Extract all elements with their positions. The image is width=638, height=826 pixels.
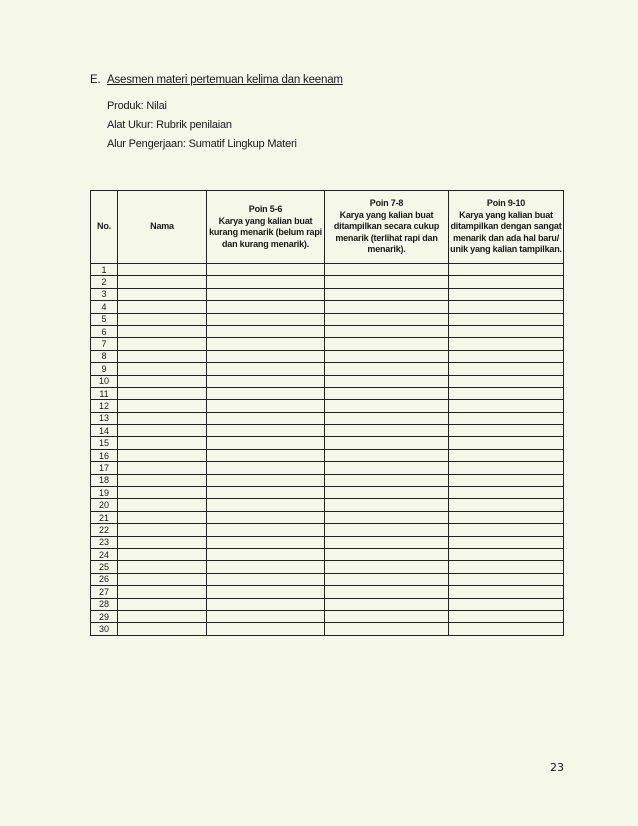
poin-7-8-cell[interactable] — [325, 623, 449, 635]
nama-cell[interactable] — [118, 548, 207, 560]
row-number: 2 — [91, 276, 118, 288]
nama-cell[interactable] — [118, 511, 207, 523]
nama-cell[interactable] — [118, 412, 207, 424]
poin-7-8-desc: Karya yang kalian buat ditampilkan secara cukup menarik (terlihat rapi dan menarik). — [333, 209, 440, 255]
poin-9-10-cell[interactable] — [449, 487, 564, 499]
poin-7-8-cell[interactable] — [325, 561, 449, 573]
table-row — [91, 400, 564, 412]
poin-5-6-cell[interactable] — [207, 264, 325, 276]
nama-cell[interactable] — [118, 363, 207, 375]
poin-7-8-cell[interactable] — [325, 338, 449, 350]
nama-cell[interactable] — [118, 561, 207, 573]
poin-5-6-cell[interactable] — [207, 623, 325, 635]
poin-5-6-cell[interactable] — [207, 487, 325, 499]
poin-7-8-cell[interactable] — [325, 598, 449, 610]
table-row — [91, 548, 564, 560]
row-number: 14 — [91, 425, 118, 437]
nama-cell[interactable] — [118, 338, 207, 350]
poin-9-10-cell[interactable] — [449, 511, 564, 523]
poin-9-10-cell[interactable] — [449, 474, 564, 486]
poin-7-8-cell[interactable] — [325, 425, 449, 437]
poin-7-8-cell[interactable] — [325, 511, 449, 523]
poin-5-6-cell[interactable] — [207, 301, 325, 313]
poin-7-8-cell[interactable] — [325, 387, 449, 399]
row-number: 9 — [91, 363, 118, 375]
row-number: 21 — [91, 511, 118, 523]
row-number: 1 — [91, 264, 118, 276]
section-heading — [90, 74, 343, 86]
poin-7-8-cell[interactable] — [325, 536, 449, 548]
poin-7-8-cell[interactable] — [325, 350, 449, 362]
poin-5-6-cell[interactable] — [207, 412, 325, 424]
poin-7-8-cell[interactable] — [325, 313, 449, 325]
poin-7-8-cell[interactable] — [325, 301, 449, 313]
poin-5-6-cell[interactable] — [207, 288, 325, 300]
row-number: 18 — [91, 474, 118, 486]
alur-line: Alur Pengerjaan: Sumatif Lingkup Materi — [107, 138, 297, 150]
poin-5-6-cell[interactable] — [207, 425, 325, 437]
row-number: 16 — [91, 449, 118, 461]
poin-7-8-cell[interactable] — [325, 375, 449, 387]
poin-5-6-cell[interactable] — [207, 586, 325, 598]
nama-cell[interactable] — [118, 586, 207, 598]
poin-5-6-cell[interactable] — [207, 313, 325, 325]
nama-cell[interactable] — [118, 350, 207, 362]
header-nama: Nama — [118, 191, 207, 264]
row-number: 10 — [91, 375, 118, 387]
rubric-table — [90, 190, 564, 636]
poin-7-8-cell[interactable] — [325, 412, 449, 424]
table-row — [91, 561, 564, 573]
nama-cell[interactable] — [118, 573, 207, 585]
poin-5-6-title: Poin 5-6 — [248, 204, 283, 214]
poin-9-10-cell[interactable] — [449, 610, 564, 622]
poin-9-10-cell[interactable] — [449, 288, 564, 300]
poin-5-6-cell[interactable] — [207, 375, 325, 387]
poin-5-6-cell[interactable] — [207, 524, 325, 536]
poin-9-10-cell[interactable] — [449, 425, 564, 437]
poin-9-10-cell[interactable] — [449, 586, 564, 598]
poin-7-8-cell[interactable] — [325, 462, 449, 474]
poin-5-6-cell[interactable] — [207, 561, 325, 573]
table-row — [91, 511, 564, 523]
nama-cell[interactable] — [118, 264, 207, 276]
poin-9-10-cell[interactable] — [449, 264, 564, 276]
nama-cell[interactable] — [118, 623, 207, 635]
table-row — [91, 425, 564, 437]
row-number: 7 — [91, 338, 118, 350]
poin-5-6-cell[interactable] — [207, 387, 325, 399]
table-row — [91, 288, 564, 300]
section-title: Asesmen materi pertemuan kelima dan keenam — [107, 74, 343, 86]
poin-7-8-cell[interactable] — [325, 449, 449, 461]
row-number: 24 — [91, 548, 118, 560]
section-letter: E. — [90, 74, 101, 86]
row-number: 25 — [91, 561, 118, 573]
header-poin-5-6 — [207, 191, 325, 264]
nama-cell[interactable] — [118, 313, 207, 325]
poin-5-6-cell[interactable] — [207, 325, 325, 337]
nama-cell[interactable] — [118, 325, 207, 337]
poin-9-10-title: Poin 9-10 — [486, 198, 526, 209]
row-number: 4 — [91, 301, 118, 313]
poin-5-6-desc: Karya yang kalian buat kurang menarik (belum rapi dan kurang menarik). — [209, 215, 322, 249]
row-number: 15 — [91, 437, 118, 449]
table-row — [91, 474, 564, 486]
row-number: 20 — [91, 499, 118, 511]
poin-7-8-cell[interactable] — [325, 325, 449, 337]
table-row — [91, 338, 564, 350]
assessment-meta — [107, 99, 297, 156]
poin-5-6-cell[interactable] — [207, 437, 325, 449]
poin-9-10-cell[interactable] — [449, 462, 564, 474]
nama-cell[interactable] — [118, 598, 207, 610]
poin-7-8-cell[interactable] — [325, 288, 449, 300]
alat-ukur-line: Alat Ukur: Rubrik penilaian — [107, 119, 232, 131]
table-row — [91, 598, 564, 610]
nama-cell[interactable] — [118, 276, 207, 288]
row-number: 27 — [91, 586, 118, 598]
header-no: No. — [91, 191, 118, 264]
poin-9-10-cell[interactable] — [449, 400, 564, 412]
row-number: 28 — [91, 598, 118, 610]
table-row — [91, 313, 564, 325]
poin-9-10-cell[interactable] — [449, 412, 564, 424]
nama-cell[interactable] — [118, 462, 207, 474]
row-number: 22 — [91, 524, 118, 536]
poin-7-8-cell[interactable] — [325, 264, 449, 276]
poin-9-10-cell[interactable] — [449, 449, 564, 461]
poin-5-6-cell[interactable] — [207, 462, 325, 474]
poin-5-6-cell[interactable] — [207, 474, 325, 486]
row-number: 3 — [91, 288, 118, 300]
poin-5-6-cell[interactable] — [207, 573, 325, 585]
nama-cell[interactable] — [118, 499, 207, 511]
poin-7-8-cell[interactable] — [325, 363, 449, 375]
row-number: 8 — [91, 350, 118, 362]
poin-5-6-cell[interactable] — [207, 400, 325, 412]
poin-7-8-cell[interactable] — [325, 573, 449, 585]
row-number: 23 — [91, 536, 118, 548]
poin-9-10-cell[interactable] — [449, 301, 564, 313]
poin-9-10-cell[interactable] — [449, 437, 564, 449]
poin-9-10-cell[interactable] — [449, 524, 564, 536]
produk-line: Produk: Nilai — [107, 100, 167, 112]
poin-7-8-cell[interactable] — [325, 548, 449, 560]
nama-cell[interactable] — [118, 524, 207, 536]
poin-7-8-cell[interactable] — [325, 586, 449, 598]
poin-7-8-title: Poin 7-8 — [369, 198, 404, 209]
poin-9-10-cell[interactable] — [449, 561, 564, 573]
row-number: 5 — [91, 313, 118, 325]
nama-cell[interactable] — [118, 536, 207, 548]
nama-cell[interactable] — [118, 449, 207, 461]
poin-9-10-cell[interactable] — [449, 536, 564, 548]
table-row — [91, 573, 564, 585]
poin-7-8-cell[interactable] — [325, 400, 449, 412]
table-row — [91, 623, 564, 635]
table-row — [91, 264, 564, 276]
poin-9-10-cell[interactable] — [449, 499, 564, 511]
row-number: 6 — [91, 325, 118, 337]
table-row — [91, 487, 564, 499]
row-number: 29 — [91, 610, 118, 622]
poin-5-6-cell[interactable] — [207, 511, 325, 523]
poin-5-6-cell[interactable] — [207, 598, 325, 610]
poin-9-10-cell[interactable] — [449, 325, 564, 337]
row-number: 11 — [91, 387, 118, 399]
poin-5-6-cell[interactable] — [207, 499, 325, 511]
table-row — [91, 449, 564, 461]
table-row — [91, 412, 564, 424]
table-header-row — [91, 191, 564, 264]
row-number: 17 — [91, 462, 118, 474]
poin-9-10-cell[interactable] — [449, 598, 564, 610]
nama-cell[interactable] — [118, 610, 207, 622]
table-row — [91, 375, 564, 387]
header-poin-7-8 — [325, 191, 449, 264]
poin-5-6-cell[interactable] — [207, 350, 325, 362]
row-number: 13 — [91, 412, 118, 424]
poin-5-6-cell[interactable] — [207, 548, 325, 560]
poin-9-10-cell[interactable] — [449, 363, 564, 375]
poin-9-10-desc: Karya yang kalian buat ditampilkan dengan sangat menarik dan ada hal baru/ unik yang kalian tampilkan. — [450, 209, 562, 255]
table-row — [91, 276, 564, 288]
nama-cell[interactable] — [118, 487, 207, 499]
poin-7-8-cell[interactable] — [325, 487, 449, 499]
poin-7-8-cell[interactable] — [325, 610, 449, 622]
poin-7-8-cell[interactable] — [325, 276, 449, 288]
poin-7-8-cell[interactable] — [325, 524, 449, 536]
poin-5-6-cell[interactable] — [207, 276, 325, 288]
table-row — [91, 437, 564, 449]
poin-9-10-cell[interactable] — [449, 548, 564, 560]
poin-5-6-cell[interactable] — [207, 449, 325, 461]
poin-7-8-cell[interactable] — [325, 474, 449, 486]
poin-9-10-cell[interactable] — [449, 338, 564, 350]
table-row — [91, 586, 564, 598]
table-row — [91, 387, 564, 399]
poin-5-6-cell[interactable] — [207, 338, 325, 350]
nama-cell[interactable] — [118, 301, 207, 313]
poin-7-8-cell[interactable] — [325, 437, 449, 449]
table-row — [91, 536, 564, 548]
poin-9-10-cell[interactable] — [449, 623, 564, 635]
poin-9-10-cell[interactable] — [449, 313, 564, 325]
poin-9-10-cell[interactable] — [449, 350, 564, 362]
table-row — [91, 325, 564, 337]
poin-9-10-cell[interactable] — [449, 573, 564, 585]
page-number: 23 — [550, 761, 564, 774]
header-poin-9-10 — [449, 191, 564, 264]
nama-cell[interactable] — [118, 400, 207, 412]
poin-9-10-cell[interactable] — [449, 375, 564, 387]
table-row — [91, 301, 564, 313]
poin-9-10-cell[interactable] — [449, 387, 564, 399]
row-number: 19 — [91, 487, 118, 499]
poin-7-8-cell[interactable] — [325, 499, 449, 511]
table-body — [91, 264, 564, 636]
table-row — [91, 610, 564, 622]
poin-5-6-cell[interactable] — [207, 536, 325, 548]
poin-9-10-cell[interactable] — [449, 276, 564, 288]
row-number: 12 — [91, 400, 118, 412]
nama-cell[interactable] — [118, 387, 207, 399]
table-row — [91, 363, 564, 375]
row-number: 26 — [91, 573, 118, 585]
nama-cell[interactable] — [118, 288, 207, 300]
poin-5-6-cell[interactable] — [207, 363, 325, 375]
table-row — [91, 499, 564, 511]
row-number: 30 — [91, 623, 118, 635]
table-row — [91, 462, 564, 474]
table-row — [91, 524, 564, 536]
nama-cell[interactable] — [118, 437, 207, 449]
poin-5-6-cell[interactable] — [207, 610, 325, 622]
table-row — [91, 350, 564, 362]
nama-cell[interactable] — [118, 375, 207, 387]
nama-cell[interactable] — [118, 474, 207, 486]
nama-cell[interactable] — [118, 425, 207, 437]
